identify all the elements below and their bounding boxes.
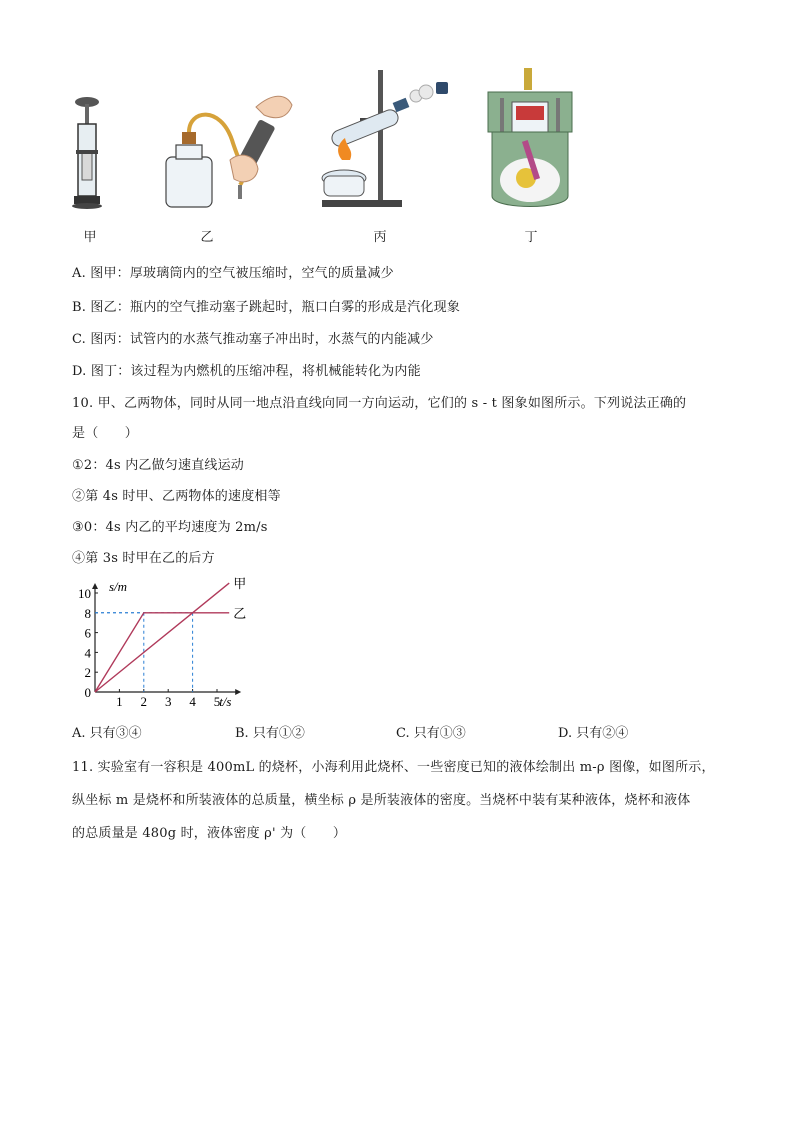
s-t-chart <box>64 572 264 714</box>
figure-jia-compression-tube-icon <box>62 92 112 212</box>
x-tick-label: 1 <box>116 694 123 709</box>
q10-statement-3: ③0：4s 内乙的平均速度为 2m/s <box>72 520 268 535</box>
figure-yi-bottle-pump-icon <box>160 85 300 210</box>
q11-line-1: 11. 实验室有一容积是 400mL 的烧杯，小海利用此烧杯、一些密度已知的液体绘制出 m-ρ 图像，如图所示， <box>72 760 715 775</box>
q10-statement-2: ②第 4s 时甲、乙两物体的速度相等 <box>72 489 281 504</box>
q11-line-2: 纵坐标 m 是烧杯和所装液体的总质量，横坐标 ρ 是所装液体的密度。当烧杯中装有某种液体，烧杯和液体 <box>72 793 691 808</box>
x-axis-label: t/s <box>219 694 232 709</box>
x-tick-label: 3 <box>164 694 172 709</box>
y-tick-label: 2 <box>84 665 91 681</box>
series-label-yi: 乙 <box>233 605 247 621</box>
figure-caption-jia: 甲 <box>83 230 97 245</box>
q9-option-b: B. 图乙：瓶内的空气推动塞子跳起时，瓶口白雾的形成是汽化现象 <box>72 300 461 315</box>
figure-bing-test-tube-burner-icon <box>312 68 462 210</box>
y-tick-label: 0 <box>84 685 91 700</box>
q10-stem-line-1: 10. 甲、乙两物体，同时从同一地点沿直线向同一方向运动，它们的 s - t 图象如图所示。下列说法正确的 <box>72 396 687 411</box>
series-line-yi <box>95 613 229 692</box>
figure-caption-ding: 丁 <box>524 230 538 245</box>
x-axis-arrow <box>235 689 241 695</box>
q10-statement-1: ①2：4s 内乙做匀速直线运动 <box>72 458 245 473</box>
x-tick-label: 2 <box>140 694 148 709</box>
series-line-jia <box>95 583 229 692</box>
q10-statement-4: ④第 3s 时甲在乙的后方 <box>72 551 215 566</box>
figure-caption-yi: 乙 <box>200 230 214 245</box>
figure-caption-bing: 丙 <box>373 230 387 245</box>
q10-option-b: B. 只有①② <box>235 726 305 741</box>
y-tick-label: 4 <box>84 645 91 661</box>
figure-ding-engine-icon <box>482 68 578 218</box>
y-tick-label: 10 <box>78 586 91 601</box>
y-tick-label: 6 <box>84 625 91 641</box>
q9-option-a: A. 图甲：厚玻璃筒内的空气被压缩时，空气的质量减少 <box>72 266 394 281</box>
y-axis-label: s/m <box>109 579 128 594</box>
y-axis-arrow <box>92 583 98 589</box>
q10-stem-line-2: 是（ ） <box>72 426 139 441</box>
y-tick-label: 8 <box>84 605 91 621</box>
q9-option-d: D. 图丁：该过程为内燃机的压缩冲程，将机械能转化为内能 <box>72 364 421 379</box>
x-tick-label: 5 <box>213 694 221 709</box>
q11-line-3: 的总质量是 480g 时，液体密度 ρ' 为（ ） <box>72 826 347 841</box>
q10-option-a: A. 只有③④ <box>72 726 142 741</box>
q9-option-c: C. 图丙：试管内的水蒸气推动塞子冲出时，水蒸气的内能减少 <box>72 332 434 347</box>
q10-option-d: D. 只有②④ <box>558 726 629 741</box>
series-label-jia: 甲 <box>233 576 247 592</box>
q10-option-c: C. 只有①③ <box>396 726 466 741</box>
x-tick-label: 4 <box>189 694 196 709</box>
